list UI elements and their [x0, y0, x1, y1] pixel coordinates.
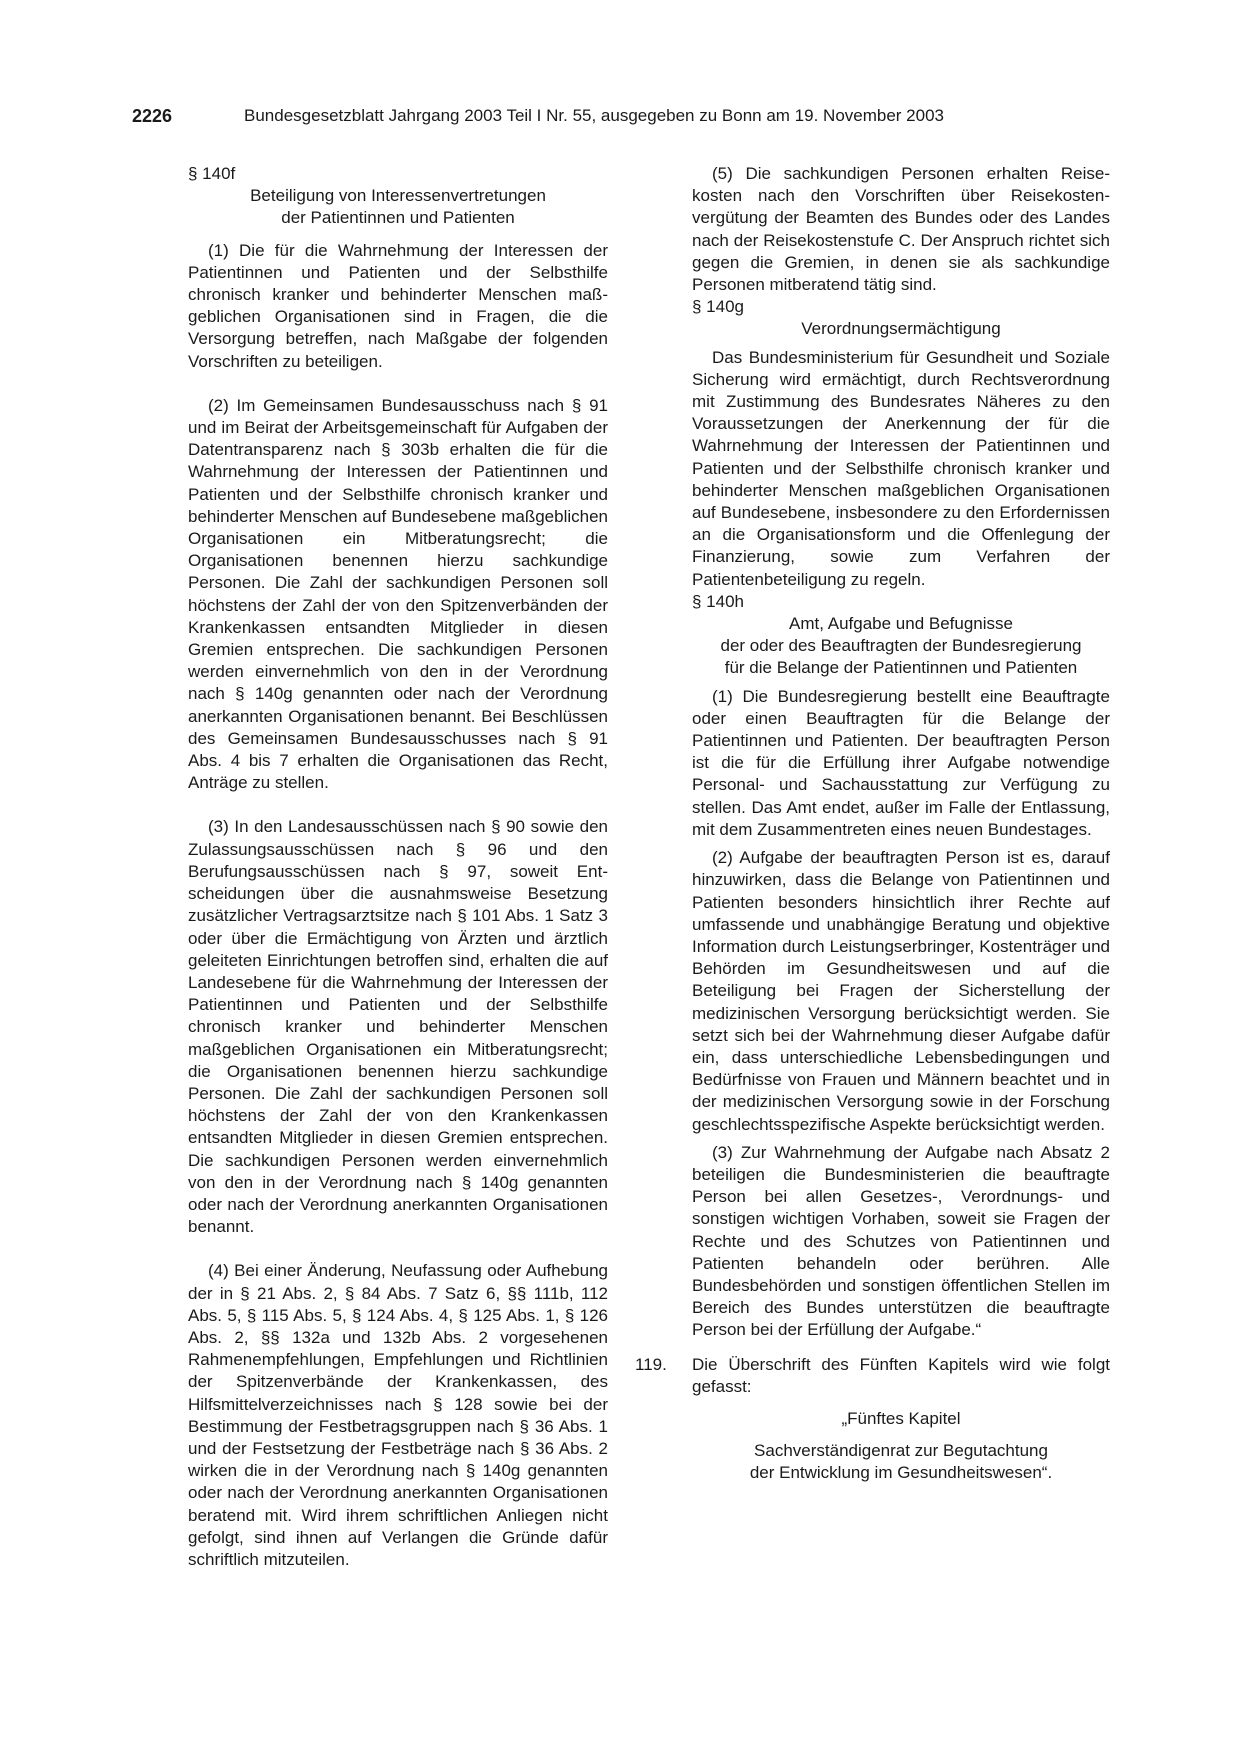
section-140h-paragraph-2: (2) Aufgabe der beauftragten Person ist es, darauf hinzuwirken, dass die Belange von Patientinnen und Patienten besonders hinsichtlich ihrer Rechte auf umfassende und unabhängige Beratung und objektive Information durch Leistungserbringer, Kostenträger und Behörden im Gesundheitswesen und auf die Beteiligung bei Fragen der Sicherstellung der medizinischen Versorgung berücksichtigt werden. Sie setzt sich bei der Wahrnehmung dieser Aufgabe dafür ein, dass unterschiedliche Lebensbedingungen und Bedürfnisse von Frauen und Männern beachtet und in der medizinischen Versorgung sowie in der Forschung geschlechtsspezifische Aspekte berücksichtigt werden. [692, 848, 1110, 1134]
section-140h-title [692, 613, 1110, 680]
section-140h-heading: § 140h [692, 591, 744, 611]
chapter-quote-title: „Fünftes Kapitel [841, 1408, 961, 1428]
right-column [635, 163, 1110, 1485]
left-column [188, 163, 608, 1571]
section-140f-title [188, 185, 608, 229]
item-number: 119. [635, 1354, 667, 1374]
section-140f-paragraph-2: (2) Im Gemeinsamen Bundesausschuss nach § 91 und im Beirat der Arbeitsgemeinschaft für Aufgaben der Datentransparenz nach § 303b erhalten die für die Wahrnehmung der Interessen der Patientinnen und Patienten und der Selbsthilfe chronisch kranker und behinderter Menschen auf Bundesebene maßgeblichen Organisationen ein Mitberatungsrecht; die Organisationen benennen hierzu sachkundige Personen. Die Zahl der sachkundigen Personen soll höchstens der Zahl der von den Spitzenverbänden der Krankenkassen entsandten Mitglieder in diesen Gremien entsprechen. Die sachkundigen Personen werden einvernehmlich von den in der Verordnung nach § 140g genannten oder nach der Verordnung anerkannten Organisationen benannt. Bei Beschlüssen des Gemeinsamen Bundesausschusses nach § 91 Abs. 4 bis 7 erhalten die Organisationen das Recht, Anträge zu stellen. [188, 395, 608, 793]
page-number: 2226 [132, 106, 173, 126]
chapter-quote-line: Sachverständigenrat zur Begutachtung [754, 1441, 1048, 1461]
section-140f-heading: § 140f [188, 164, 236, 183]
chapter-quote-line: der Entwicklung im Gesundheitswesen“. [749, 1463, 1053, 1483]
section-140h-paragraph-3: (3) Zur Wahrnehmung der Aufgabe nach Absatz 2 beteiligen die Bundesministerien die beauftragte Person bei allen Gesetzes-, Verordnungs- und sonstigen wichtigen Vorhaben, soweit sie Fragen der Rechte und des Schutzes von Patientinnen und Patienten behandeln oder berühren. Alle Bundesbehörden und sonstigen öffentlichen Stellen im Bereich des Bundes unterstützen die beauftragte Person bei der Erfüllung der Aufgabe.“ [692, 1142, 1110, 1340]
section-140f-paragraph-4: (4) Bei einer Änderung, Neufassung oder Aufhebung der in § 21 Abs. 2, § 84 Abs. 7 Satz 6, §§ 111b, 112 Abs. 5, § 115 Abs. 5, § 124 Abs. 4, § 125 Abs. 1, § 126 Abs. 2, §§ 132a und 132b Abs. 2 vorgesehenen Rahmenempfehlungen, Empfehlungen und Richtlinien der Spitzenverbände der Krankenkassen, des Hilfsmittelverzeichnisses nach § 128 sowie bei der Bestimmung der Festbetragsgruppen nach § 36 Abs. 1 und der Festsetzung der Festbeträge nach § 36 Abs. 2 wirken die in der Verordnung nach § 140g genannten oder nach der Verordnung anerkannten Organisationen beratend mit. Wird ihrem schriftlichen Anliegen nicht gefolgt, sind ihnen auf Verlangen die Gründe dafür schriftlich mitzuteilen. [188, 1261, 608, 1569]
section-140h-title-line: der oder des Beauftragten der Bundesregierung [720, 636, 1082, 656]
item-119-text: Die Überschrift des Fünften Kapitels wird wie folgt gefasst: [692, 1354, 1110, 1396]
chapter-quote-subtitle [692, 1440, 1110, 1484]
gazette-title: Bundesgesetzblatt Jahrgang 2003 Teil I Nr. 55, ausgegeben zu Bonn am 19. November 2003 [244, 106, 944, 125]
page-header [132, 106, 1112, 132]
section-140g-title: Verordnungsermächtigung [801, 319, 1001, 339]
section-140h-title-line: Amt, Aufgabe und Befugnisse [789, 614, 1013, 634]
section-140f-paragraph-1: (1) Die für die Wahrnehmung der Interessen der Patientinnen und Patienten und der Selbsthilfe chronisch kranker und behinderter Menschen maßgeblichen Organisationen sind in Fragen, die die Versorgung betreffen, nach Maßgabe der folgenden Vorschriften zu beteiligen. [188, 240, 608, 371]
list-item-119 [635, 1354, 1110, 1485]
section-140f-paragraph-3: (3) In den Landesausschüssen nach § 90 sowie den Zulassungsausschüssen nach § 96 und den Berufungsausschüssen nach § 97, soweit Entscheidungen über die ausnahmsweise Besetzung zusätzlicher Vertragsarztsitze nach § 101 Abs. 1 Satz 3 oder über die Ermächtigung von Ärzten und ärztlich geleiteten Einrichtungen betroffen sind, erhalten die auf Landesebene für die Wahrnehmung der Interessen der Patientinnen und Patienten und der Selbsthilfe chronisch kranker und behinderter Menschen maßgeblichen Organisationen ein Mitberatungsrecht; die Organisationen benennen hierzu sachkundige Personen. Die Zahl der sachkundigen Personen soll höchstens der Zahl der von den Krankenkassen entsandten Mitglieder in diesen Gremien entsprechen. Die sachkundigen Personen werden einvernehmlich von den in der Verordnung nach § 140g genannten oder nach der Verordnung anerkannten Organisationen benannt. [188, 817, 608, 1237]
section-140f-paragraph-5: (5) Die sachkundigen Personen erhalten Reisekosten nach den Vorschriften über Reisekostenvergütung der Beamten des Bundes oder des Landes nach der Reisekostenstufe C. Der Anspruch richtet sich gegen die Gremien, in denen sie als sachkundige Personen mitberatend tätig sind. [692, 164, 1110, 295]
section-140g-heading: § 140g [692, 297, 744, 317]
section-140g-paragraph: Das Bundesministerium für Gesundheit und Soziale Sicherung wird ermächtigt, durch Rechtsverordnung mit Zustimmung des Bundesrates Näheres zu den Voraussetzungen der Anerkennung der für die Wahrnehmung der Interessen der Patientinnen und Patienten und der Selbsthilfe chronisch kranker und behinderter Menschen maßgeblichen Organisationen auf Bundesebene, insbesondere zu den Erfordernissen an die Organisationsform und die Offenlegung der Finanzierung, sowie zum Verfahren der Patientenbeteiligung zu regeln. [692, 347, 1110, 589]
section-140h-paragraph-1: (1) Die Bundesregierung bestellt eine Beauftragte oder einen Beauftragten für die Belange der Patientinnen und Patienten. Der beauftragten Person ist die für die Erfüllung ihrer Aufgabe notwendige Personal- und Sachausstattung zur Verfügung zu stellen. Das Amt endet, außer im Falle der Entlassung, mit dem Zusammentreten eines neuen Bundestages. [692, 686, 1110, 839]
section-140f-title-line: der Patientinnen und Patienten [281, 208, 515, 228]
section-140f-title-line: Beteiligung von Interessenvertretungen [250, 186, 546, 206]
section-140h-title-line: für die Belange der Patientinnen und Patienten [724, 658, 1078, 678]
